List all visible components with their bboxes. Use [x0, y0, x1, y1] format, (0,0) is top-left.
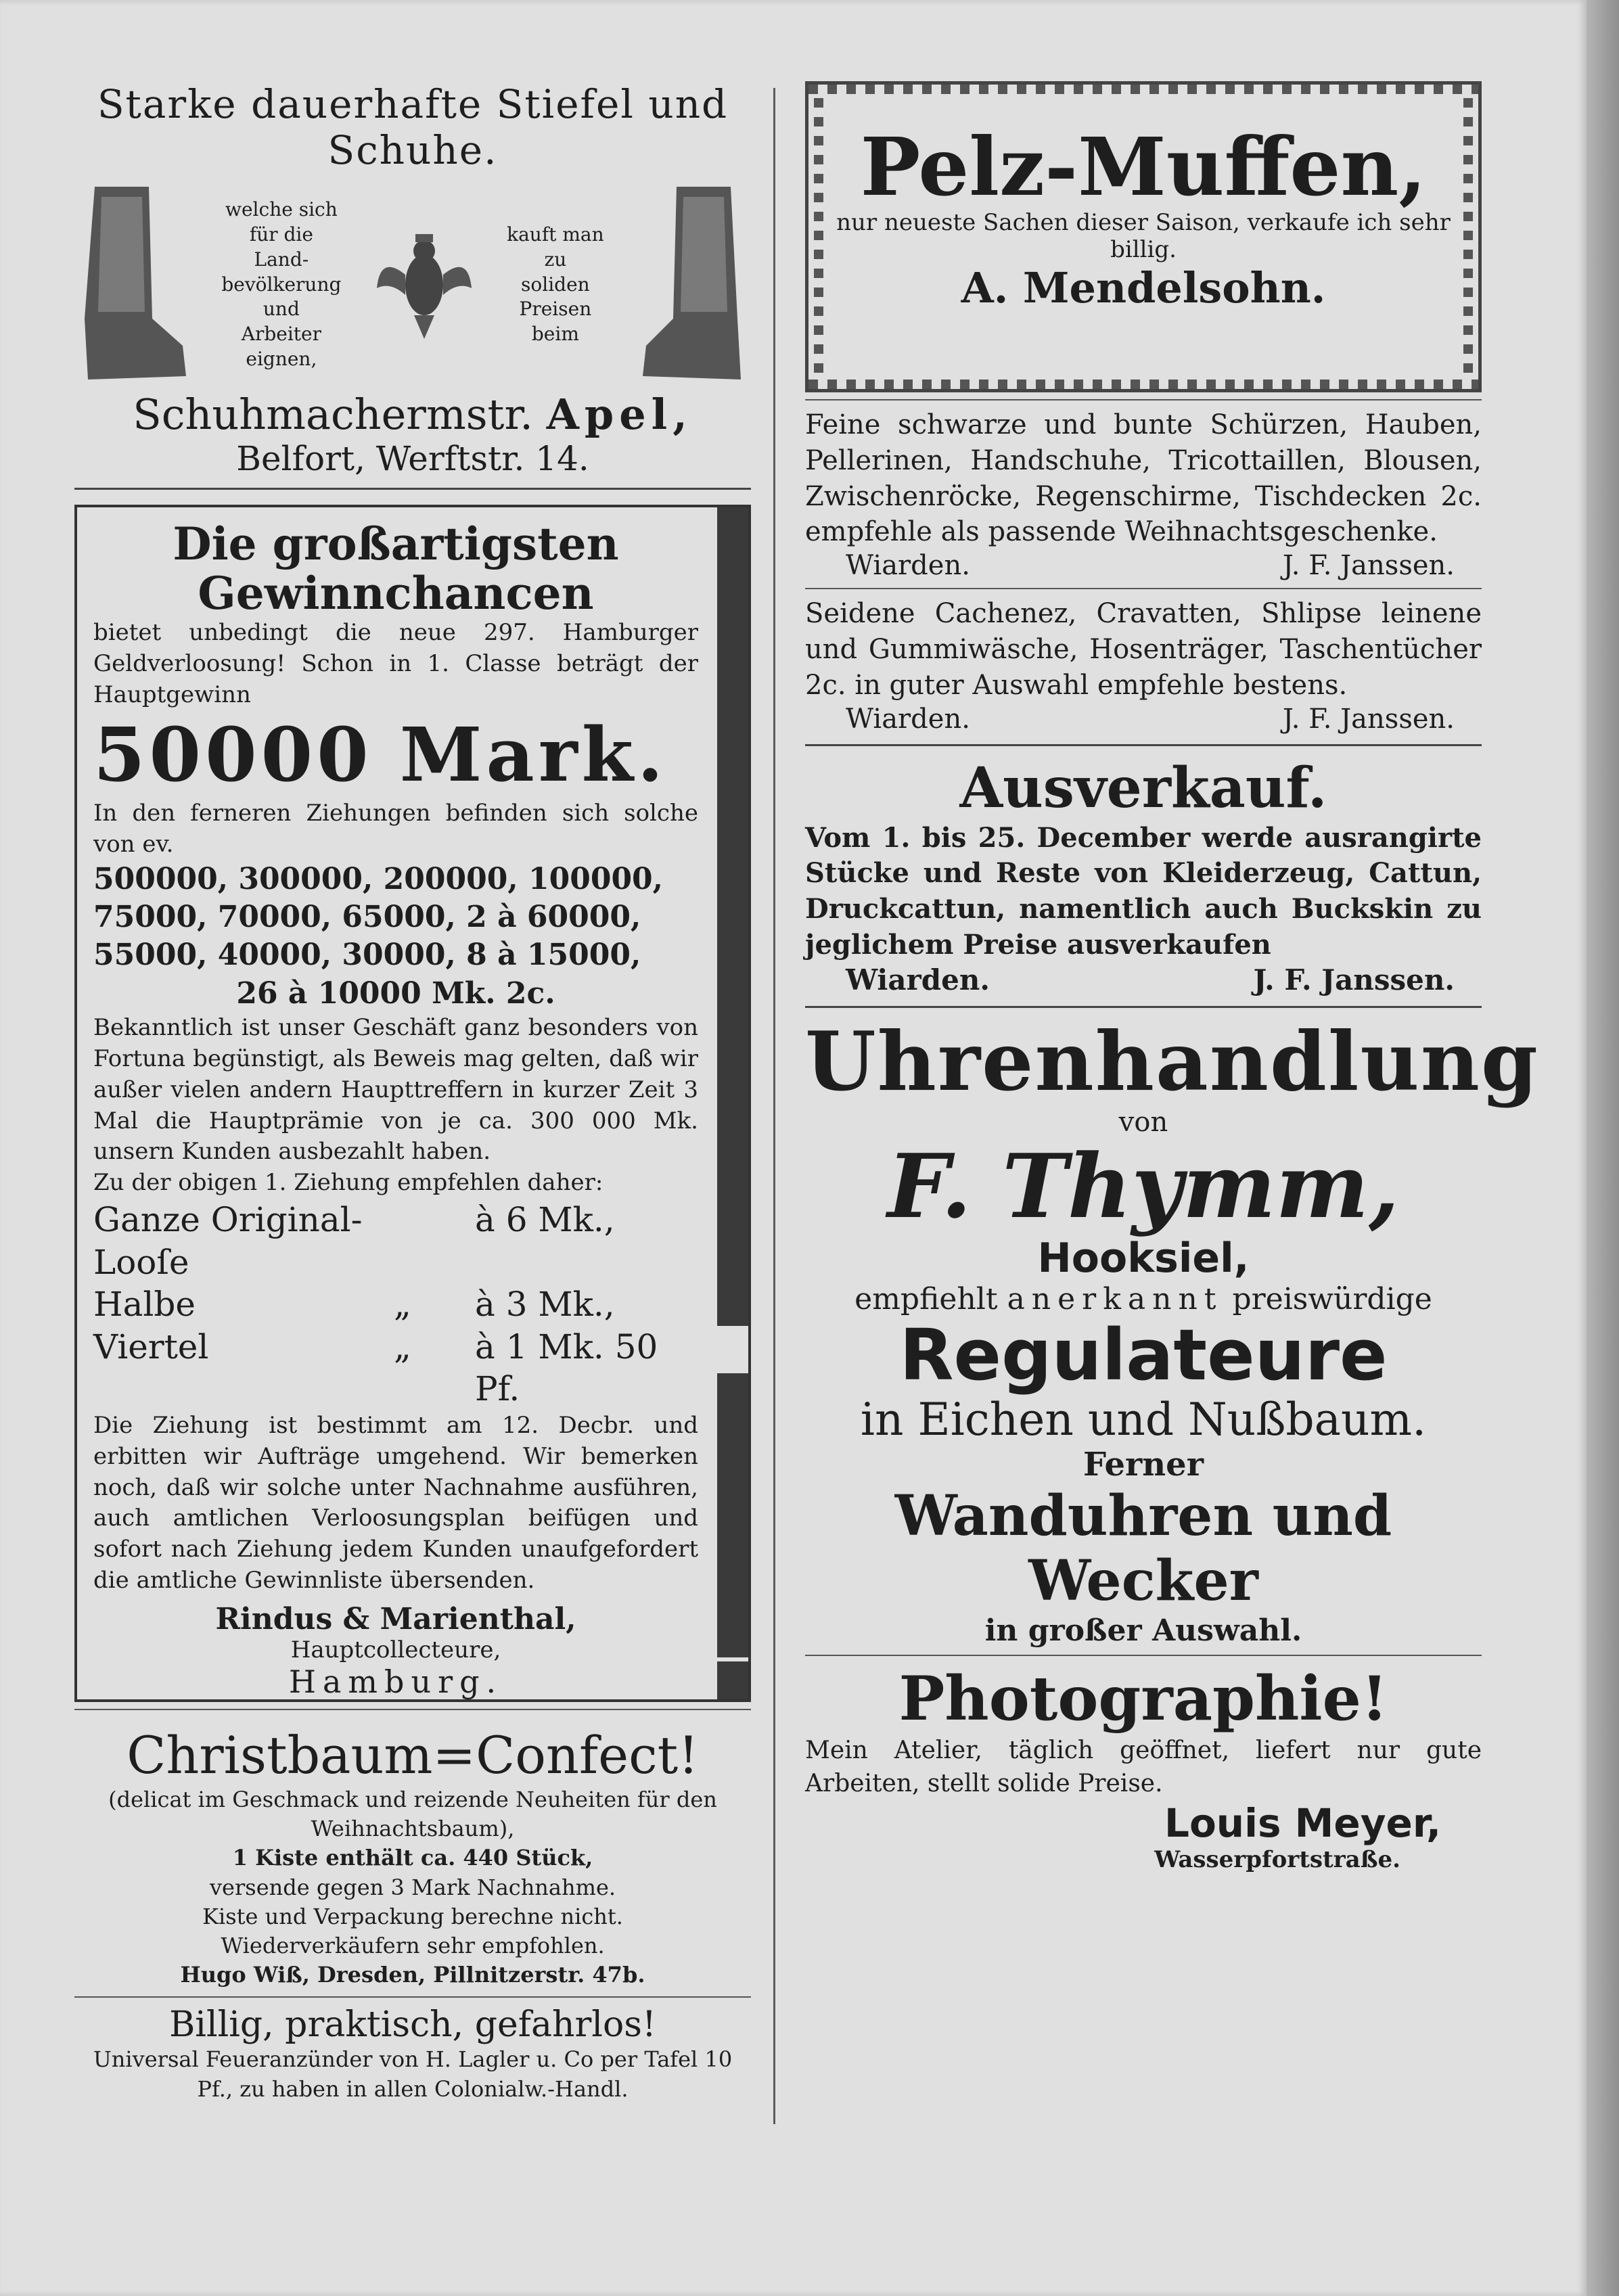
uhren-place: Hooksiel, — [1037, 1234, 1250, 1282]
photo-title: Photographie! — [898, 1663, 1388, 1735]
boots-shop: Schuhmachermstr. Apel, — [133, 390, 693, 439]
janssen-ad-2: Seidene Cachenez, Cravatten, Shlipse leinene und Gummiwäsche, Hosenträger, Taschentücher 2c. in guter Auswahl empfehle bestens. Wiarden. J. F. Janssen. — [805, 598, 1482, 735]
divider — [805, 744, 1482, 746]
divider — [74, 1996, 751, 1998]
lottery-main-prize: 50000 Mark. — [93, 710, 668, 798]
divider — [74, 488, 751, 490]
lottery-intro: bietet unbedingt die neue 297. Hamburger Geldverloosung! Schon in 1. Classe beträgt der Hauptgewinn — [93, 619, 698, 708]
boots-address: Belfort, Werftstr. 14. — [236, 439, 589, 478]
pelz-ad — [805, 81, 1482, 392]
divider — [805, 1006, 1482, 1008]
christbaum-sender: Hugo Wiß, Dresden, Pillnitzerstr. 47b. — [180, 1962, 645, 1988]
eagle-icon — [373, 227, 475, 342]
column-divider — [773, 88, 775, 2124]
pelz-sub: nur neueste Sachen dieser Saison, verkaufe ich sehr billig. — [836, 208, 1451, 263]
boot-icon — [74, 183, 189, 386]
divider — [805, 399, 1482, 400]
lottery-body-1: Bekanntlich ist unser Geschäft ganz besonders von Fortuna begünstigt, als Beweis mag gelten, daß wir außer vielen andern Haupttreffern in kurzer Zeit 3 Mal die Hauptprämie von je ca. 300 000 Mk. unsern Kunden ausbezahlt haben. — [93, 1013, 698, 1166]
divider — [805, 588, 1482, 589]
lottery-further: In den ferneren Ziehungen befinden sich solche von ev. — [93, 799, 698, 858]
feuer-ad — [74, 2004, 751, 2103]
boots-ad — [74, 81, 751, 478]
christbaum-ad: Christbaum=Confect! (delicat im Geschmack und reizende Neuheiten für den Weihnachtsbaum), 1 Kiste enthält ca. 440 Stück, versende gegen 3 Mark Nachnahme. Kiste und Verpackung berechne nicht. Wiederverkäufern sehr empfohlen. Hugo Wiß, Dresden, Pillnitzerstr. 47b. — [74, 1725, 751, 1990]
feuer-text: Universal Feueranzünder von H. Lagler u. Co per Tafel 10 Pf., zu haben in allen Colonialw.-Handl. — [93, 2046, 733, 2102]
lottery-city: Hamburg. — [288, 1663, 503, 1701]
uhren-ad: Uhrenhandlung von F. Thymm, Hooksiel, empfiehlt anerkannt preiswürdige Regulateure in Eichen und Nußbaum. Ferner Wanduhren und Wecker in großer Auswahl. — [805, 1013, 1539, 1649]
photo-ad: Photographie! Mein Atelier, täglich geöffnet, liefert nur gute Arbeiten, stellt solide Preise. Louis Meyer, Wasserpfortstraße. — [805, 1663, 1482, 1874]
lottery-title: Die großartigsten Gewinnchancen — [173, 518, 619, 620]
lottery-firm-sub: Hauptcollecteure, — [290, 1636, 501, 1664]
lottery-prize-list: 500000, 300000, 200000, 100000, 75000, 70000, 65000, 2 à 60000, 55000, 40000, 30000, 8 à 15000, 26 à 10000 Mk. 2c. — [93, 861, 663, 1011]
left-column — [74, 81, 751, 2104]
uhren-product-2: Wanduhren und Wecker — [894, 1484, 1392, 1614]
ausverkauf-title: Ausverkauf. — [959, 755, 1327, 821]
boot-icon — [636, 183, 751, 386]
divider — [74, 1709, 751, 1710]
pelz-title: Pelz-Muffen, — [860, 120, 1427, 214]
lottery-prices: Ganze Original-Looſe à 6 Mk., Halbe „ à 3 Mk., Viertel „ à 1 Mk. 50 Pf. — [93, 1200, 658, 1409]
right-column — [805, 81, 1539, 1874]
divider — [805, 1655, 1482, 1656]
boots-right-text: kauft man zu soliden Preisen beim — [507, 223, 604, 346]
christbaum-title: Christbaum=Confect! — [127, 1725, 699, 1785]
lottery-body-2: Die Ziehung ist bestimmt am 12. Decbr. und erbitten wir Aufträge umgehend. Wir bemerken noch, daß wir solche unter Nachnahme ausführen, auch amtlichen Verloosungsplan beifügen und sofort nach Ziehung jedem Kunden unaufgefordert die amtliche Gewinnliste übersenden. — [93, 1411, 698, 1594]
lottery-firm: Rindus & Marienthal, — [215, 1602, 576, 1637]
boots-left-text: welche sich für die Land- bevölkerung und Arbeiter eignen, — [221, 198, 342, 371]
pelz-firm: A. Mendelsohn. — [961, 262, 1326, 313]
lottery-recommend: Zu der obigen 1. Ziehung empfehlen daher: — [93, 1169, 603, 1197]
lottery-ad — [74, 505, 751, 1702]
ausverkauf-ad: Ausverkauf. Vom 1. bis 25. December werde ausrangirte Stücke und Reste von Kleiderzeug, Cattun, Druckcattun, namentlich auch Buckskin zu jeglichem Preise ausverkaufen Wiarden. J. F. Janssen. — [805, 755, 1482, 996]
boots-title: Starke dauerhafte Stiefel und Schuhe. — [97, 81, 729, 173]
feuer-title: Billig, praktisch, gefahrlos! — [169, 2004, 656, 2046]
uhren-product: Regulateure — [899, 1313, 1388, 1396]
photo-name: Louis Meyer, — [1164, 1800, 1441, 1847]
uhren-name: F. Thymm, — [887, 1134, 1400, 1238]
janssen-ad-1: Feine schwarze und bunte Schürzen, Hauben, Pellerinen, Handschuhe, Tricottaillen, Blousen, Zwischenröcke, Regenschirme, Tischdecken 2c. empfehle als passende Weihnachtsgeschenke. Wiarden. J. F. Janssen. — [805, 409, 1482, 582]
page-edge — [1587, 0, 1619, 2296]
lottery-side-bar — [717, 507, 748, 1699]
uhren-title: Uhrenhandlung — [805, 1013, 1539, 1109]
